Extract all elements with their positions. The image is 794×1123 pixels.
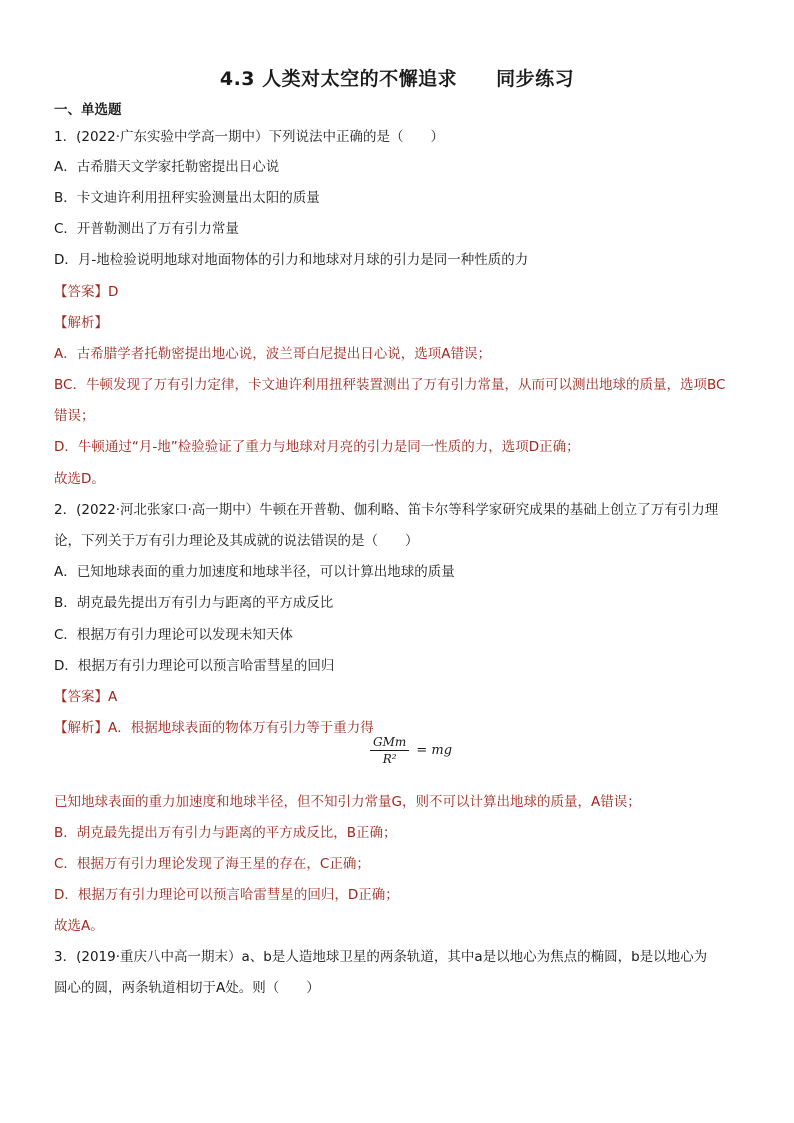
q1-analysis-line: D．牛顿通过“月-地”检验验证了重力与地球对月亮的引力是同一性质的力，选项D正确；: [54, 439, 580, 455]
q1-option-d: D．月-地检验说明地球对地面物体的引力和地球对月球的引力是同一种性质的力: [54, 252, 529, 268]
q2-answer: 【答案】A: [54, 689, 118, 705]
q2-analysis-line: C．根据万有引力理论发现了海王星的存在，C正确；: [54, 856, 370, 872]
page-title: 4.3 人类对太空的不懈追求 同步练习: [219, 68, 575, 90]
q2-stem-line2: 论，下列关于万有引力理论及其成就的说法错误的是（ ）: [54, 533, 419, 549]
q1-analysis-line: BC．牛顿发现了万有引力定律，卡文迪许利用扭秤装置测出了万有引力常量，从而可以测出地球的质量，选项BC: [54, 377, 726, 393]
formula-denominator: R²: [382, 752, 397, 766]
formula-numerator: GMm: [370, 735, 409, 751]
q2-analysis-line: B．胡克最先提出万有引力与距离的平方成反比，B正确；: [54, 825, 397, 841]
q1-option-a: A．古希腊天文学家托勒密提出日心说: [54, 159, 280, 175]
q1-stem: 1．(2022·广东实验中学高一期中）下列说法中正确的是（ ）: [54, 129, 445, 145]
q2-option-b: B．胡克最先提出万有引力与距离的平方成反比: [54, 595, 334, 611]
q1-analysis-line: A．古希腊学者托勒密提出地心说，波兰哥白尼提出日心说，选项A错误；: [54, 346, 491, 362]
q2-analysis-first: 【解析】A．根据地球表面的物体万有引力等于重力得: [54, 720, 374, 736]
q2-option-d: D．根据万有引力理论可以预言哈雷彗星的回归: [54, 658, 335, 674]
q3-stem-line1: 3．(2019·重庆八中高一期末）a、b是人造地球卫星的两条轨道，其中a是以地心为焦点的椭圆，b是以地心为: [54, 949, 708, 965]
section-heading: 一、单选题: [54, 102, 122, 118]
q2-analysis-line: D．根据万有引力理论可以预言哈雷彗星的回归，D正确；: [54, 887, 399, 903]
q1-analysis-line: 故选D。: [54, 471, 105, 487]
q2-option-c: C．根据万有引力理论可以发现未知天体: [54, 627, 293, 643]
q1-analysis-line: 错误；: [54, 408, 95, 424]
q2-analysis-line: 已知地球表面的重力加速度和地球半径，但不知引力常量G，则不可以计算出地球的质量，A错误；: [54, 794, 641, 810]
q2-option-a: A．已知地球表面的重力加速度和地球半径，可以计算出地球的质量: [54, 564, 455, 580]
q1-answer: 【答案】D: [54, 284, 119, 300]
q1-option-c: C．开普勒测出了万有引力常量: [54, 221, 239, 237]
formula-rhs: = mg: [416, 743, 453, 758]
q1-option-b: B．卡文迪许利用扭秤实验测量出太阳的质量: [54, 190, 320, 206]
formula-fraction: [370, 735, 409, 766]
gravity-formula: [370, 735, 452, 766]
q1-analysis-label: 【解析】: [54, 315, 108, 331]
q3-stem-line2: 圆心的圆，两条轨道相切于A处。则（ ）: [54, 980, 320, 996]
q2-analysis-line: 故选A。: [54, 918, 104, 934]
q2-stem-line1: 2．(2022·河北张家口·高一期中）牛顿在开普勒、伽利略、笛卡尔等科学家研究成果的基础上创立了万有引力理: [54, 502, 719, 518]
